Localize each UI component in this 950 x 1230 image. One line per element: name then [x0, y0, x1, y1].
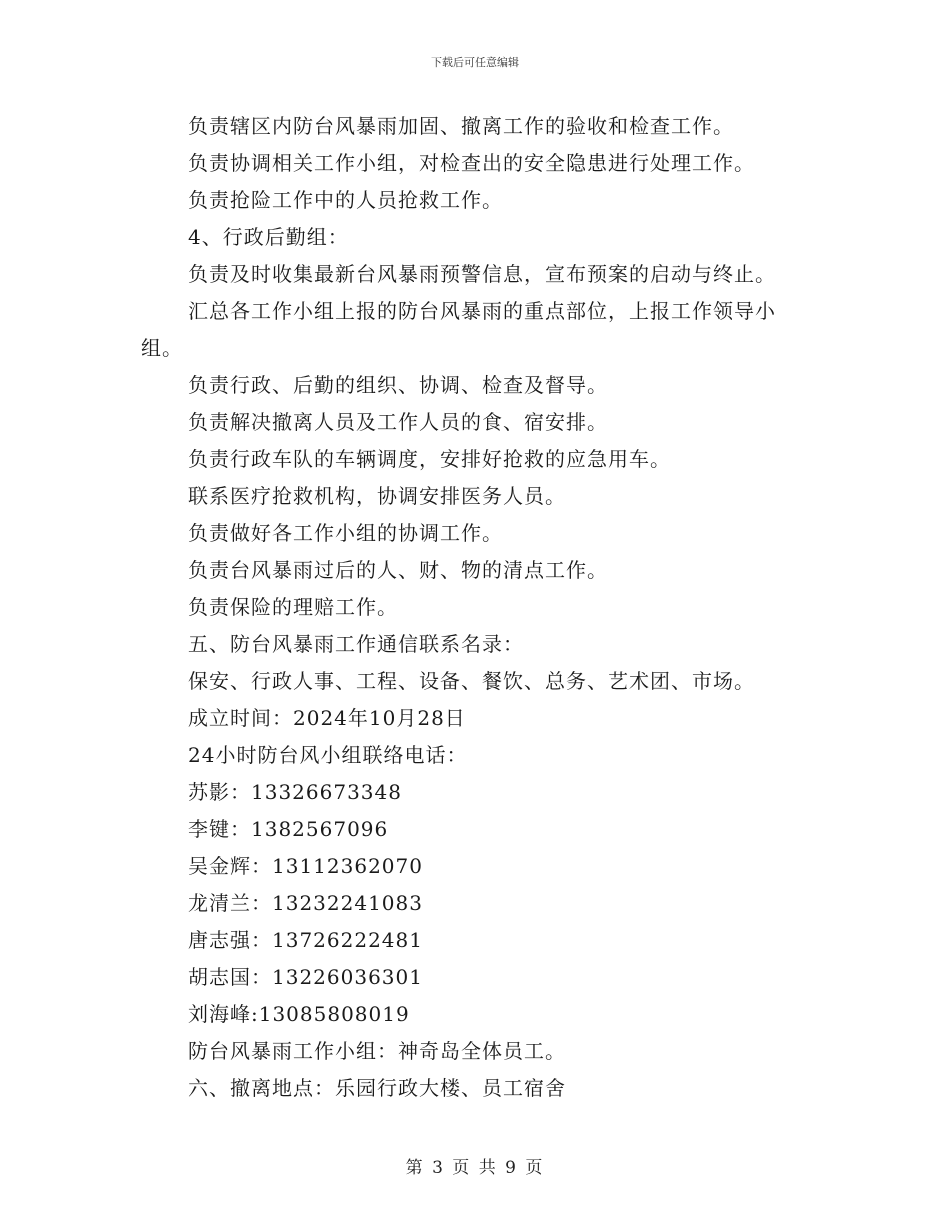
paragraph-line: 联系医疗抢救机构，协调安排医务人员。 — [188, 484, 566, 508]
contact-heading: 24小时防台风小组联络电话： — [188, 743, 468, 767]
contact-entry: 刘海峰:13085808019 — [188, 1002, 410, 1026]
paragraph-line: 负责做好各工作小组的协调工作。 — [188, 521, 503, 545]
paragraph-line: 负责辖区内防台风暴雨加固、撤离工作的验收和检查工作。 — [188, 114, 734, 138]
paragraph-line: 保安、行政人事、工程、设备、餐饮、总务、艺术团、市场。 — [188, 669, 755, 693]
paragraph-line: 负责行政、后勤的组织、协调、检查及督导。 — [188, 373, 608, 397]
paragraph-line: 负责台风暴雨过后的人、财、物的清点工作。 — [188, 558, 608, 582]
page-header: 下载后可任意编辑 — [431, 56, 519, 69]
document-body — [141, 108, 811, 1107]
section-heading: 五、防台风暴雨工作通信联系名录： — [188, 632, 524, 656]
section-heading: 4、行政后勤组： — [188, 225, 349, 249]
section-heading: 六、撤离地点：乐园行政大楼、员工宿舍 — [188, 1076, 566, 1100]
paragraph-line: 负责解决撤离人员及工作人员的食、宿安排。 — [188, 410, 608, 434]
paragraph-line-continued: 组。 — [141, 336, 183, 360]
paragraph-line: 负责抢险工作中的人员抢救工作。 — [188, 188, 503, 212]
contact-entry: 李键：1382567096 — [188, 817, 389, 841]
established-date: 成立时间：2024年10月28日 — [188, 706, 466, 730]
paragraph-line: 负责及时收集最新台风暴雨预警信息，宣布预案的启动与终止。 — [188, 262, 776, 286]
paragraph-line: 负责协调相关工作小组，对检查出的安全隐患进行处理工作。 — [188, 151, 755, 175]
contact-entry: 吴金辉：13112362070 — [188, 854, 423, 878]
contact-entry: 苏影：13326673348 — [188, 780, 402, 804]
paragraph-line: 负责行政车队的车辆调度，安排好抢救的应急用车。 — [188, 447, 671, 471]
contact-entry: 龙清兰：13232241083 — [188, 891, 423, 915]
page-footer: 第 3 页 共 9 页 — [405, 1158, 545, 1178]
contact-entry: 胡志国：13226036301 — [188, 965, 423, 989]
paragraph-line: 防台风暴雨工作小组：神奇岛全体员工。 — [188, 1039, 566, 1063]
contact-entry: 唐志强：13726222481 — [188, 928, 423, 952]
paragraph-line: 汇总各工作小组上报的防台风暴雨的重点部位，上报工作领导小 — [188, 299, 776, 323]
paragraph-line: 负责保险的理赔工作。 — [188, 595, 398, 619]
